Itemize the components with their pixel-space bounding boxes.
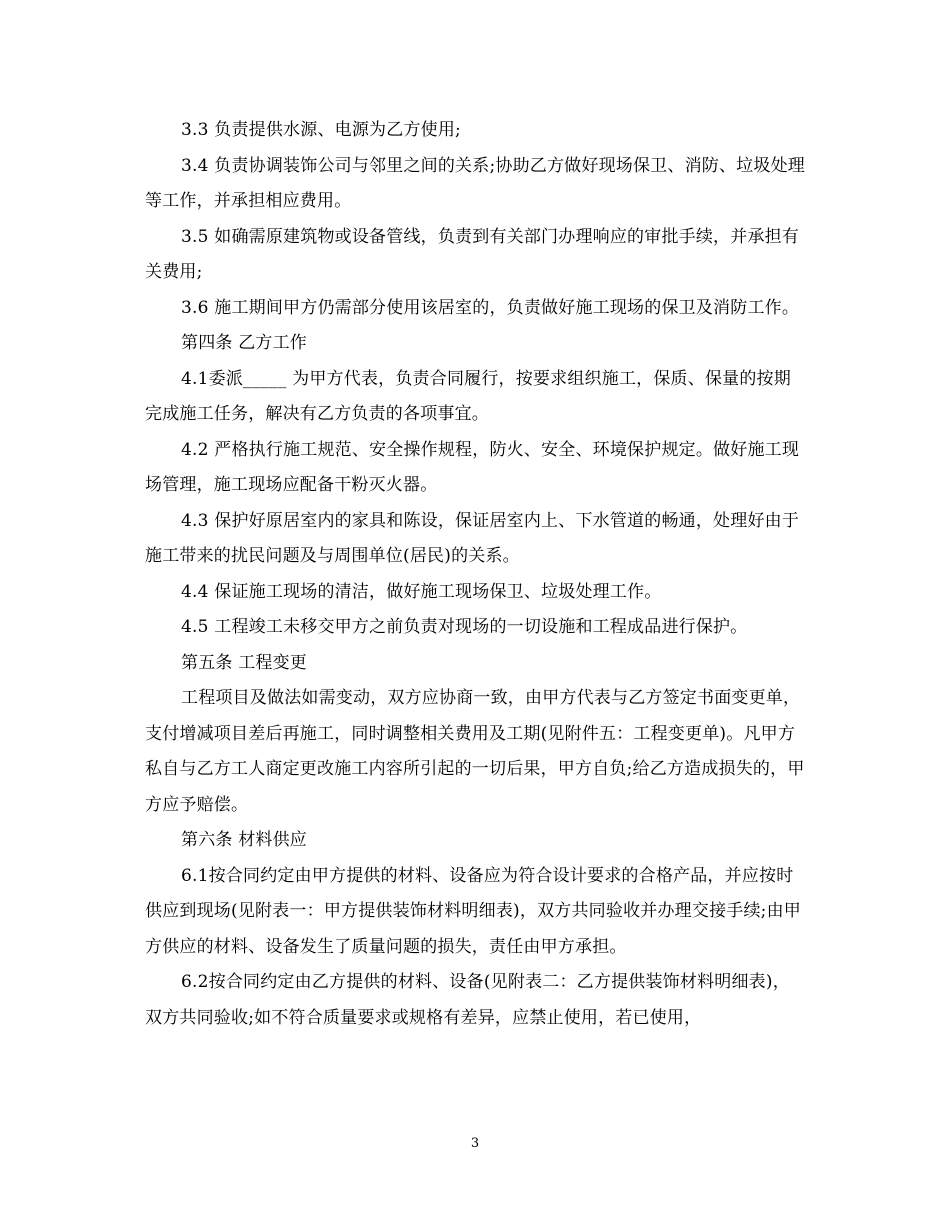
paragraph-4-4: 4.4 保证施工现场的清洁，做好施工现场保卫、垃圾处理工作。 bbox=[181, 581, 662, 602]
paragraph-3-4: 3.4 负责协调装饰公司与邻里之间的关系;协助乙方做好现场保卫、消防、垃圾处理等工作，并承担相应费用。 bbox=[145, 155, 805, 211]
article-5-heading: 第五条 工程变更 bbox=[181, 652, 308, 673]
paragraph-4-3: 4.3 保护好原居室内的家具和陈设，保证居室内上、下水管道的畅通，处理好由于施工带来的扰民问题及与周围单位(居民)的关系。 bbox=[145, 510, 800, 566]
paragraph-4-5: 4.5 工程竣工未移交甲方之前负责对现场的一切设施和工程成品进行保护。 bbox=[181, 617, 748, 637]
article-6-heading: 第六条 材料供应 bbox=[181, 830, 308, 850]
paragraph-6-1: 6.1按合同约定由甲方提供的材料、设备应为符合设计要求的合格产品，并应按时供应到现场(见附表一：甲方提供装饰材料明细表)，双方共同验收并办理交接手续;由甲方供应的材料、设备发生了质量问题的损失，责任由甲方承担。 bbox=[145, 865, 801, 957]
paragraph-6-2: 6.2按合同约定由乙方提供的材料、设备(见附表二：乙方提供装饰材料明细表)，双方共同验收;如不符合质量要求或规格有差异，应禁止使用，若已使用， bbox=[145, 972, 790, 1028]
contract-body bbox=[145, 113, 805, 1036]
paragraph-3-6: 3.6 施工期间甲方仍需部分使用该居室的，负责做好施工现场的保卫及消防工作。 bbox=[181, 297, 800, 318]
page-number: 3 bbox=[470, 1136, 480, 1151]
paragraph-4-1: 4.1委派_____ 为甲方代表，负责合同履行，按要求组织施工，保质、保量的按期完成施工任务，解决有乙方负责的各项事宜。 bbox=[145, 368, 791, 424]
paragraph-3-5: 3.5 如确需原建筑物或设备管线，负责到有关部门办理响应的审批手续，并承担有关费用; bbox=[145, 226, 800, 282]
paragraph-3-3: 3.3 负责提供水源、电源为乙方使用; bbox=[181, 120, 461, 140]
paragraph-4-2: 4.2 严格执行施工规范、安全操作规程，防火、安全、环境保护规定。做好施工现场管理，施工现场应配备干粉灭火器。 bbox=[145, 439, 800, 495]
paragraph-5-body: 工程项目及做法如需变动，双方应协商一致，由甲方代表与乙方签定书面变更单，支付增减项目差后再施工，同时调整相关费用及工期(见附件五：工程变更单)。凡甲方私自与乙方工人商定更改施工内容所引起的一切后果，甲方自负;给乙方造成损失的，甲方应予赔偿。 bbox=[145, 688, 805, 815]
article-4-heading: 第四条 乙方工作 bbox=[181, 333, 308, 353]
